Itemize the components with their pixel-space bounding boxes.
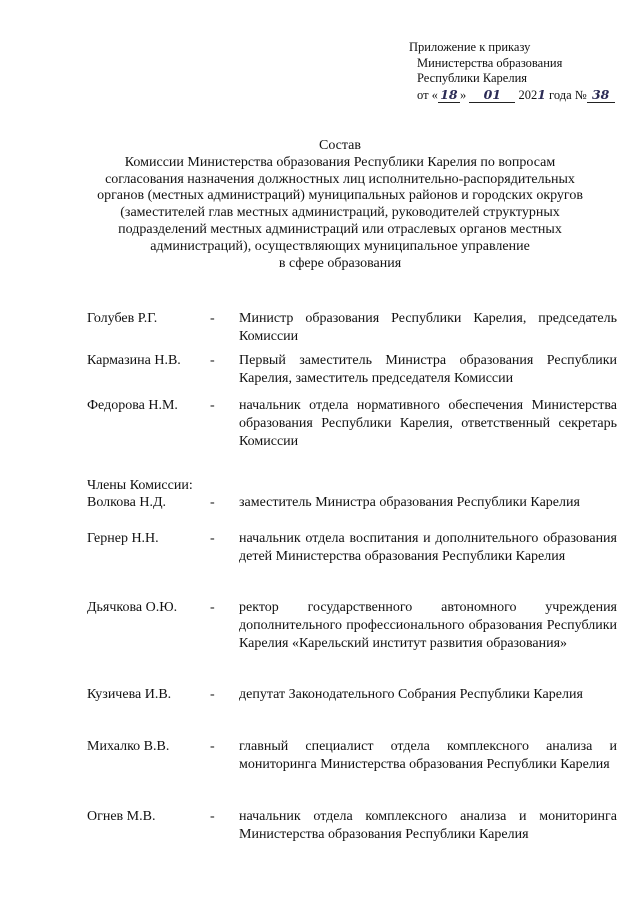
member-name: Федорова Н.М. [87,398,178,413]
member-name: Кузичева И.В. [87,687,172,702]
dash-separator: - [210,809,215,824]
dash-separator: - [210,687,215,702]
member-role: начальник отдела нормативного обеспечения Министерства образования Республики Карелия, ответственный секретарь Комиссии [239,398,617,449]
member-role: Министр образования Республики Карелия, председатель Комиссии [239,311,617,344]
title-line: в сфере образования [278,255,402,271]
handwritten-year-digit: 1 [537,86,546,102]
appendix-date-line [409,87,615,104]
member-name: Михалко В.В. [87,739,170,754]
title-heading: Состав [318,138,361,153]
date-quote-close: » [459,87,467,102]
member-role: заместитель Министра образования Республики Карелия [239,495,580,510]
handwritten-day: 18 [438,87,460,104]
dash-separator: - [210,739,215,754]
title-line: согласования назначения должностных лиц исполнительно-распорядительных [105,171,575,187]
appendix-line-1: Приложение к приказу [409,40,531,54]
title-line: органов (местных администраций) муниципальных районов и городских округов [97,188,583,204]
member-role: главный специалист отдела комплексного анализа и мониторинга Министерства образования Республики Карелия [239,739,617,772]
title-line: подразделений местных администраций или отраслевых органов местных [118,221,562,237]
member-name: Кармазина Н.В. [87,353,181,368]
document-title [60,138,620,272]
handwritten-number: 38 [587,87,615,104]
date-year-word: года № [549,87,587,102]
member-role: начальник отдела воспитания и дополнительного образования детей Министерства образования Республики Карелия [239,531,617,564]
dash-separator: - [210,311,215,326]
member-name: Огнев М.В. [87,809,156,824]
member-role: начальник отдела комплексного анализа и мониторинга Министерства образования Республики Карелия [239,809,617,842]
appendix-line-3: Республики Карелия [417,71,528,85]
title-line: (заместителей глав местных администраций, руководителей структурных [120,205,560,221]
title-line: администраций), осуществляющих муниципальное управление [150,238,530,254]
member-name: Волкова Н.Д. [87,495,167,510]
date-prefix: от « [417,87,438,102]
dash-separator: - [210,600,215,615]
member-name: Голубев Р.Г. [87,311,158,326]
member-name: Гернер Н.Н. [87,531,159,546]
dash-separator: - [210,398,215,413]
dash-separator: - [210,495,215,510]
title-line: Комиссии Министерства образования Республики Карелия по вопросам [124,154,556,170]
handwritten-month: 01 [469,87,515,104]
dash-separator: - [210,531,215,546]
appendix-line-2: Министерства образования [417,55,563,70]
dash-separator: - [210,353,215,368]
date-year-prefix: 202 [518,87,538,102]
member-role: депутат Законодательного Собрания Республики Карелия [239,687,583,702]
member-role: ректор государственного автономного учреждения дополнительного профессионального образования Республики Карелия «Карельский институт развития образования» [239,600,617,651]
members-label: Члены Комиссии: [87,478,193,493]
member-name: Дьячкова О.Ю. [87,600,178,615]
member-role: Первый заместитель Министра образования Республики Карелия, заместитель председателя Комиссии [239,353,617,386]
appendix-header [409,40,615,103]
